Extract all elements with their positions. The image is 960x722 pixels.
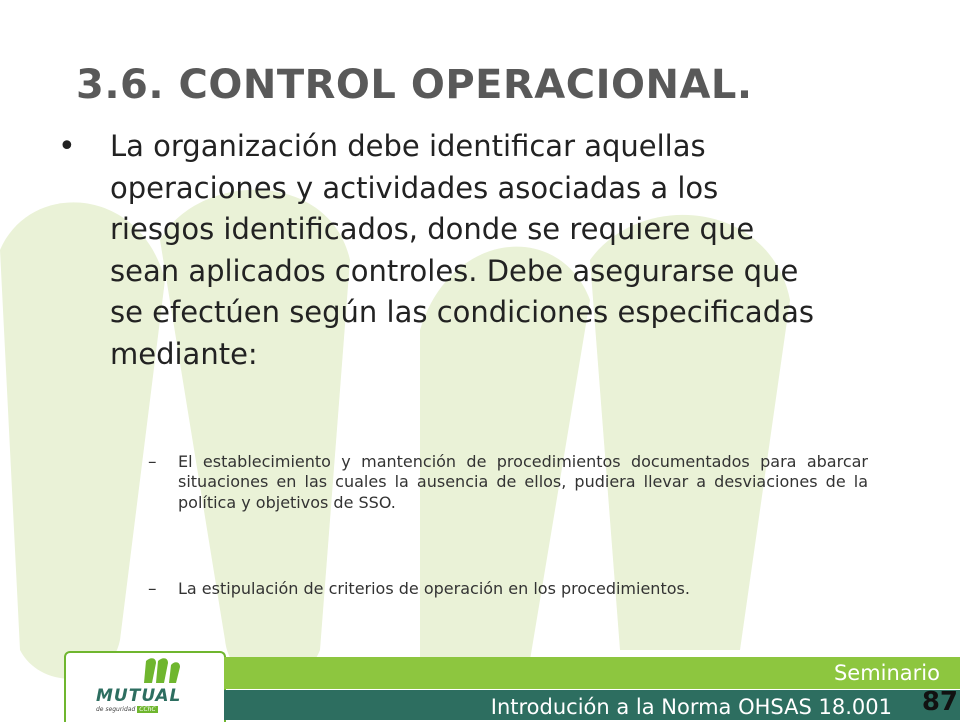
course-title-bar <box>224 690 960 720</box>
main-bullet <box>58 126 828 375</box>
sub-item-text: El establecimiento y mantención de procedimientos documentados para abarcar situaciones en las cuales la ausencia de ellos, pudiera llevar a desviaciones de la política y objetivos de SSO. <box>178 452 868 512</box>
bullet-icon: • <box>58 129 76 164</box>
seminario-label: Seminario <box>833 661 940 685</box>
page-number: 87 <box>921 687 958 717</box>
main-bullet-text: La organización debe identificar aquellas operaciones y actividades asociadas a los riesgos identificados, donde se requiere que sean aplicados controles. Debe asegurarse que se efectúen según las condiciones especificadas mediante: <box>110 129 814 371</box>
course-title: Introdución a la Norma OHSAS 18.001 <box>490 695 892 719</box>
mutual-logo <box>64 651 226 722</box>
sub-item-text: La estipulación de criterios de operación en los procedimientos. <box>178 579 690 598</box>
logo-name: MUTUAL <box>96 686 182 706</box>
logo-tagline: de seguridad CChC <box>96 706 156 713</box>
seminario-bar <box>224 657 960 689</box>
slide-title: 3.6. CONTROL OPERACIONAL. <box>76 62 753 108</box>
dash-icon: – <box>148 452 157 472</box>
sub-item <box>148 579 870 599</box>
sub-item <box>148 452 870 513</box>
dash-icon: – <box>148 579 157 599</box>
